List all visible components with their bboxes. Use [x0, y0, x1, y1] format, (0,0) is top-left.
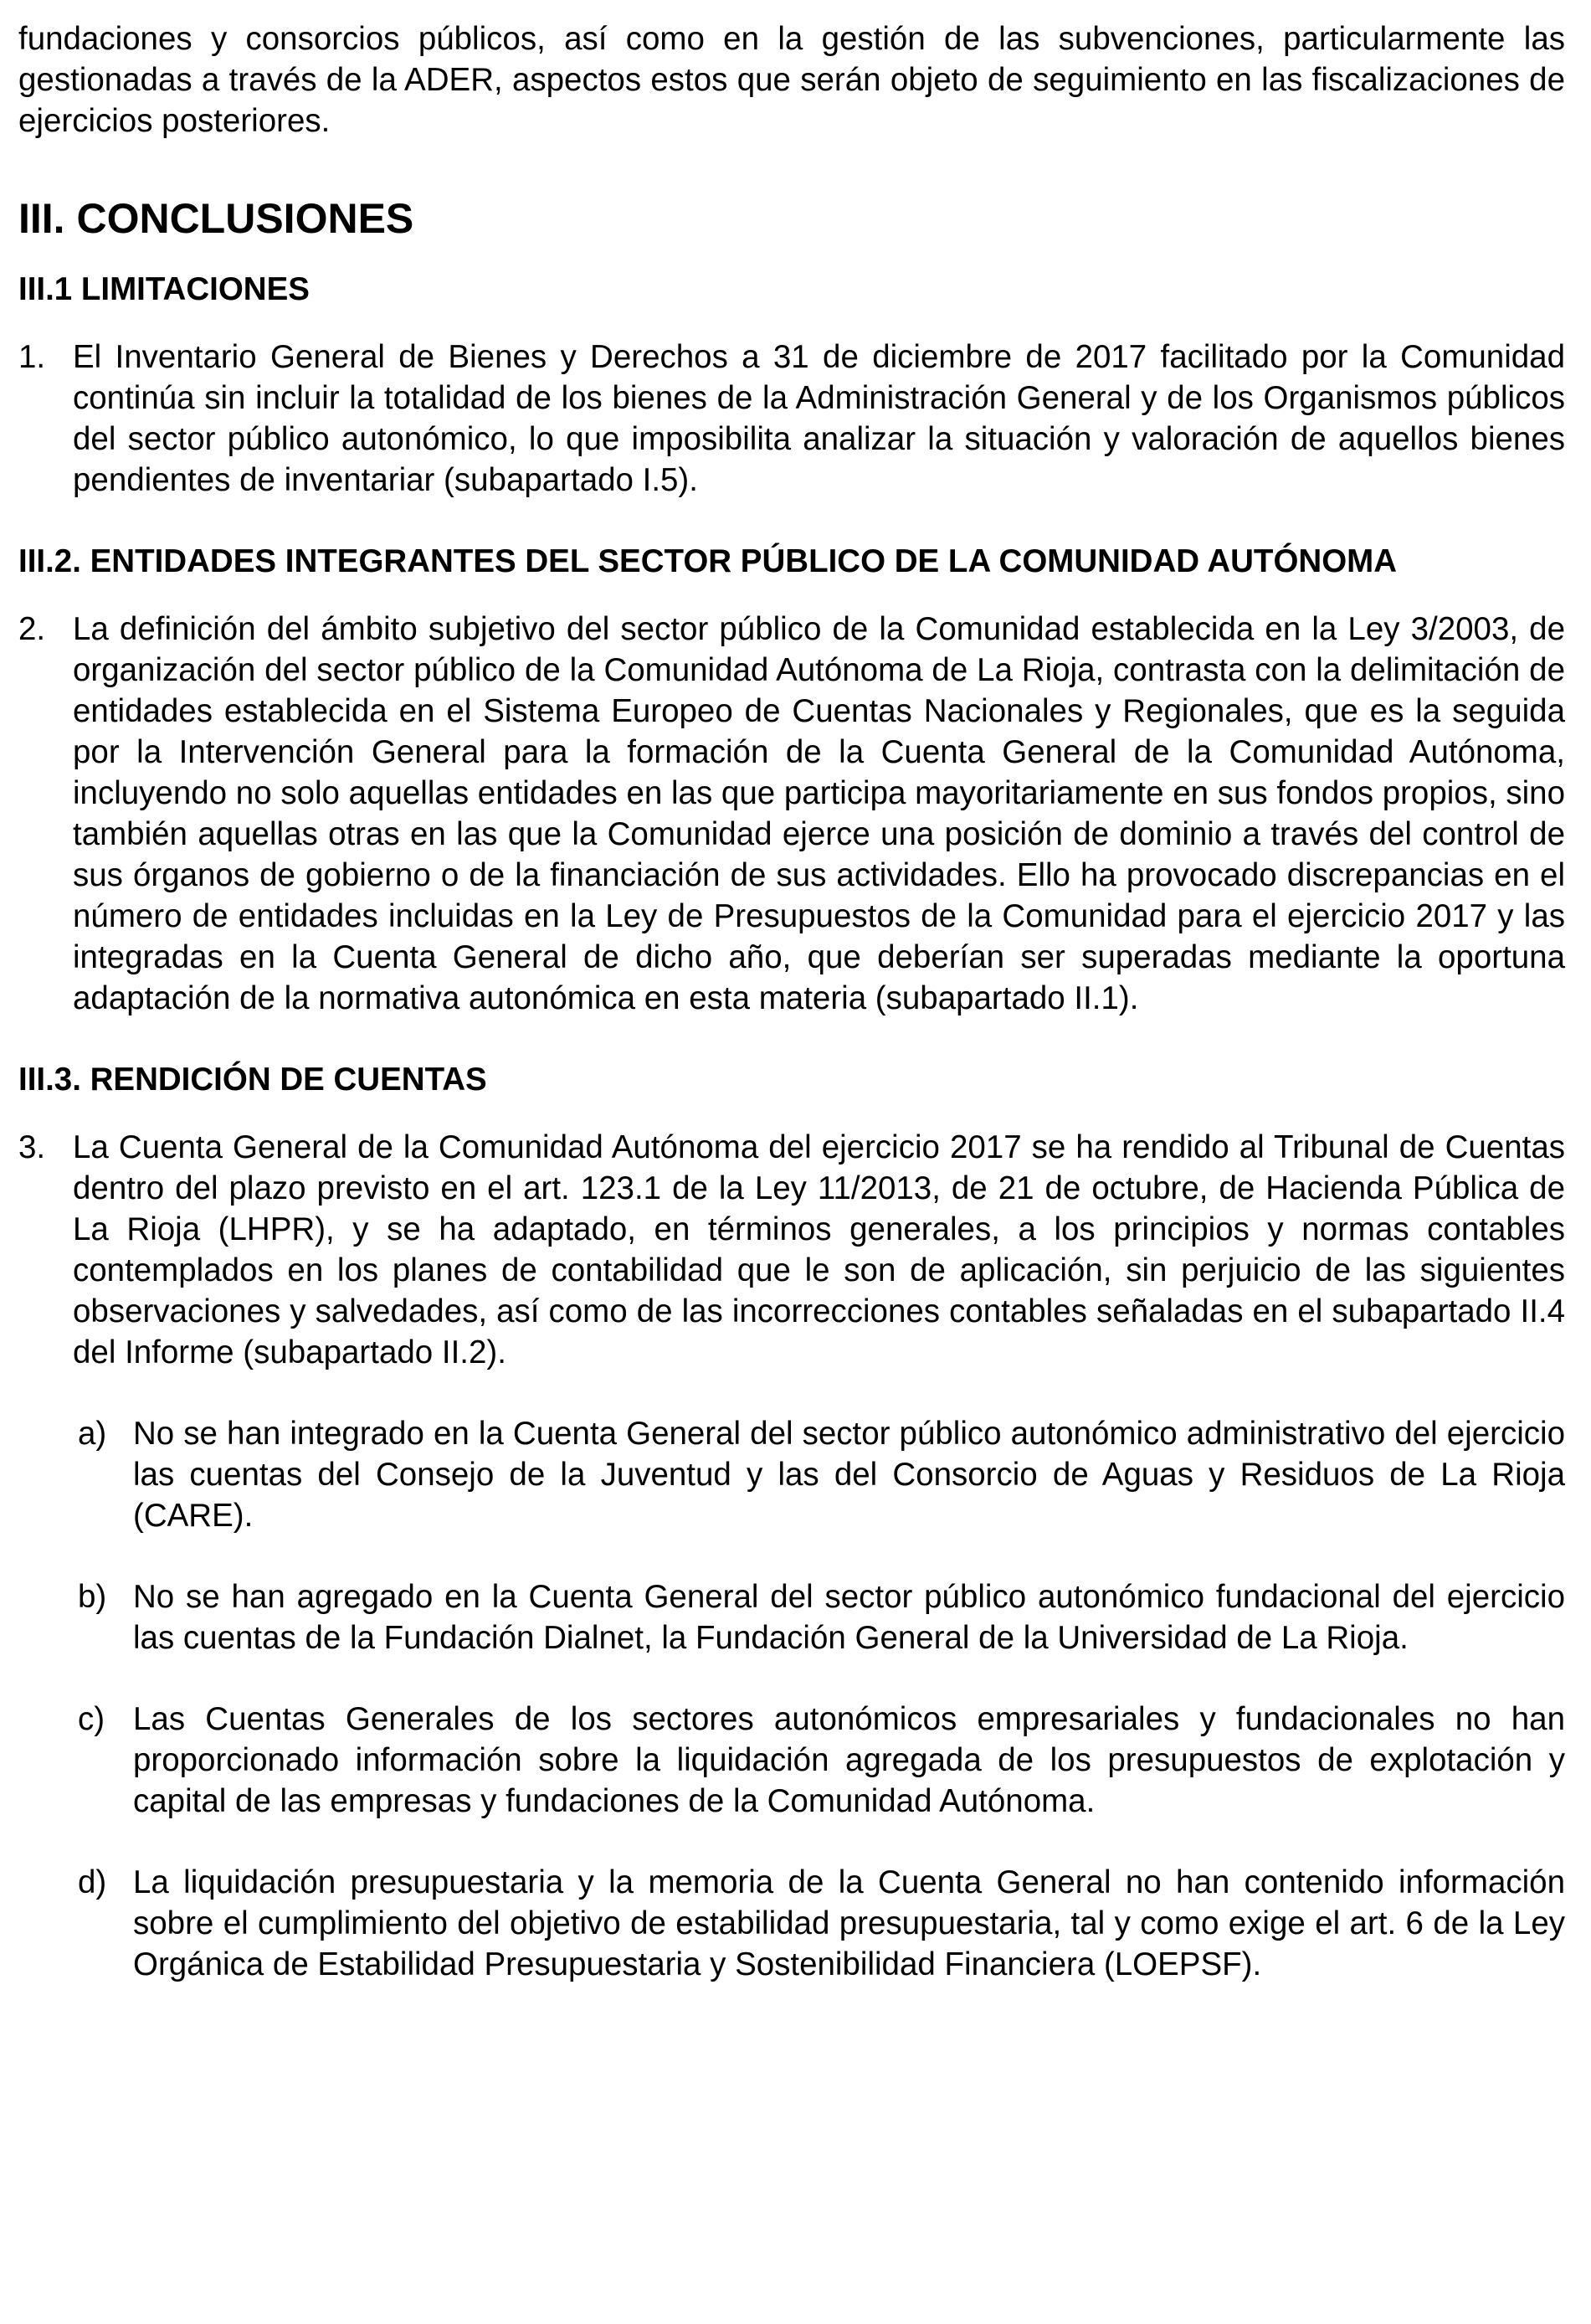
item-letter: a) — [78, 1416, 107, 1452]
numbered-item-1 — [18, 337, 1565, 501]
item-letter: b) — [78, 1579, 107, 1615]
lettered-item-c — [18, 1699, 1565, 1822]
item-text: Las Cuentas Generales de los sectores autonómicos empresariales y fundacionales no han proporcionado información sobre la liquidación agregada de los presupuestos de explotación y capital de las empresas y fundaciones de la Comunidad Autónoma. — [133, 1701, 1565, 1819]
section-heading-limitaciones: III.1 LIMITACIONES — [18, 271, 310, 307]
item-text: El Inventario General de Bienes y Derechos a 31 de diciembre de 2017 facilitado por la Comunidad continúa sin incluir la totalidad de los bienes de la Administración General y de los Organismos públicos del sector público autonómico, lo que imposibilita analizar la situación y valoración de aquellos bienes pendientes de inventariar (subapartado I.5). — [73, 339, 1565, 498]
item-text: No se han agregado en la Cuenta General del sector público autonómico fundacional del ejercicio las cuentas de la Fundación Dialnet, la Fundación General de la Universidad de La Rioja. — [133, 1579, 1565, 1656]
section-heading-entidades: III.2. ENTIDADES INTEGRANTES DEL SECTOR PÚBLICO DE LA COMUNIDAD AUTÓNOMA — [18, 543, 1398, 579]
intro-paragraph: fundaciones y consorcios públicos, así como en la gestión de las subvenciones, particularmente las gestionadas a través de la ADER, aspectos estos que serán objeto de seguimiento en las fiscalizaciones de ejercicios posteriores. — [18, 21, 1565, 139]
lettered-item-d — [18, 1862, 1565, 1985]
conclusions-title: III. CONCLUSIONES — [18, 195, 414, 242]
item-text: La Cuenta General de la Comunidad Autónoma del ejercicio 2017 se ha rendido al Tribunal de Cuentas dentro del plazo previsto en el art. 123.1 de la Ley 11/2013, de 21 de octubre, de Hacienda Pública de La Rioja (LHPR), y se ha adaptado, en términos generales, a los principios y normas contables contemplados en los planes de contabilidad que le son de aplicación, sin perjuicio de las siguientes observaciones y salvedades, así como de las incorrecciones contables señaladas en el subapartado II.4 del Informe (subapartado II.2). — [73, 1129, 1565, 1370]
item-letter: c) — [78, 1701, 105, 1737]
item-text: La definición del ámbito subjetivo del sector público de la Comunidad establecida en la Ley 3/2003, de organización del sector público de la Comunidad Autónoma de La Rioja, contrasta con la delimitación de entidades establecida en el Sistema Europeo de Cuentas Nacionales y Regionales, que es la seguida por la Intervención General para la formación de la Cuenta General de la Comunidad Autónoma, incluyendo no solo aquellas entidades en las que participa mayoritariamente en sus fondos propios, sino también aquellas otras en las que la Comunidad ejerce una posición de dominio a través del control de sus órganos de gobierno o de la financiación de sus actividades. Ello ha provocado discrepancias en el número de entidades incluidas en la Ley de Presupuestos de la Comunidad para el ejercicio 2017 y las integradas en la Cuenta General de dicho año, que deberían ser superadas mediante la oportuna adaptación de la normativa autonómica en esta materia (subapartado II.1). — [73, 611, 1565, 1016]
lettered-item-a — [18, 1413, 1565, 1536]
item-letter: d) — [78, 1864, 107, 1900]
numbered-item-2 — [18, 609, 1565, 1019]
item-text: La liquidación presupuestaria y la memoria de la Cuenta General no han contenido información sobre el cumplimiento del objetivo de estabilidad presupuestaria, tal y como exige el art. 6 de la Ley Orgánica de Estabilidad Presupuestaria y Sostenibilidad Financiera (LOEPSF). — [133, 1864, 1565, 1982]
item-number: 1. — [18, 339, 46, 375]
lettered-item-b — [18, 1576, 1565, 1658]
item-number: 3. — [18, 1129, 46, 1165]
document-page — [18, 0, 1565, 1985]
numbered-item-3 — [18, 1127, 1565, 1373]
item-number: 2. — [18, 611, 46, 647]
section-heading-rendicion: III.3. RENDICIÓN DE CUENTAS — [18, 1062, 487, 1098]
lettered-list — [18, 1413, 1565, 1985]
item-text: No se han integrado en la Cuenta General del sector público autonómico administrativo del ejercicio las cuentas del Consejo de la Juventud y las del Consorcio de Aguas y Residuos de La Rioja (CARE). — [133, 1416, 1565, 1534]
